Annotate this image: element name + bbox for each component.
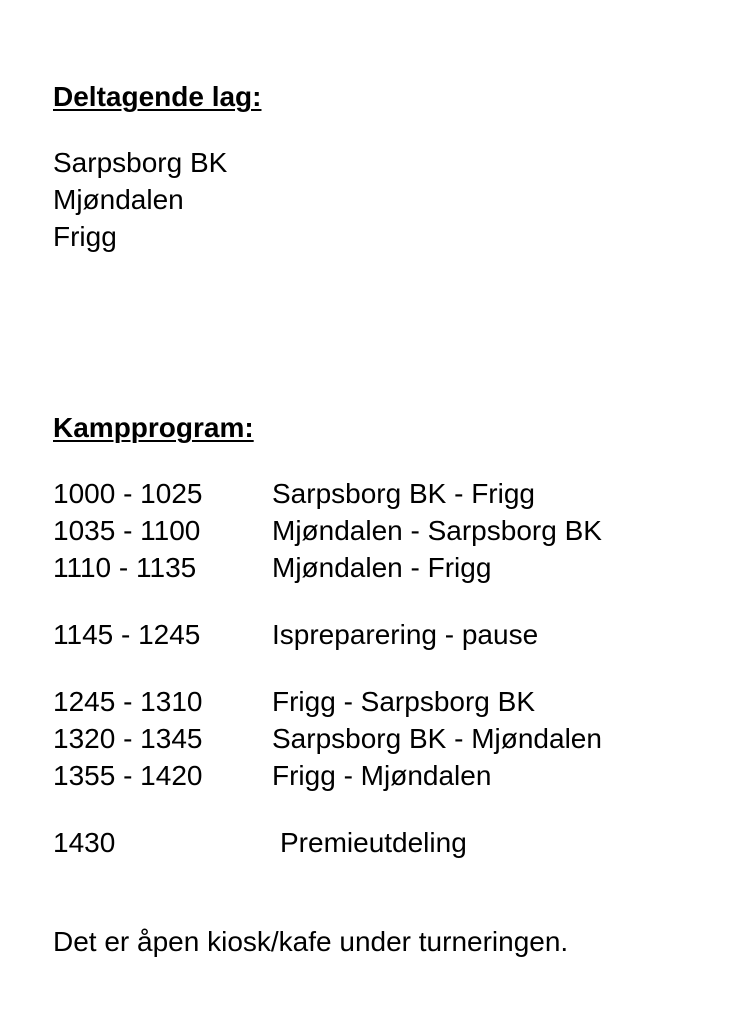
match-time: 1035 - 1100 xyxy=(53,515,201,546)
schedule-row xyxy=(53,720,733,757)
schedule-row xyxy=(53,824,733,861)
schedule-group xyxy=(53,824,733,861)
match-name: Frigg - Sarpsborg BK xyxy=(272,686,535,717)
schedule-row xyxy=(53,549,733,586)
team-item: Mjøndalen xyxy=(53,184,184,215)
match-time: 1000 - 1025 xyxy=(53,478,203,509)
match-name: Premieutdeling xyxy=(280,827,467,858)
match-name: Mjøndalen - Sarpsborg BK xyxy=(272,515,602,546)
team-item: Sarpsborg BK xyxy=(53,147,228,178)
match-name: Sarpsborg BK - Mjøndalen xyxy=(272,723,602,754)
schedule-group xyxy=(53,683,733,794)
match-name: Sarpsborg BK - Frigg xyxy=(272,478,535,509)
schedule-row xyxy=(53,757,733,794)
footer-note: Det er åpen kiosk/kafe under turneringen. xyxy=(53,926,569,957)
schedule-row xyxy=(53,512,733,549)
match-time: 1355 - 1420 xyxy=(53,760,203,791)
match-time: 1430 xyxy=(53,827,116,858)
schedule-group xyxy=(53,616,733,653)
match-time: 1110 - 1135 xyxy=(53,552,197,583)
match-time: 1145 - 1245 xyxy=(53,619,201,650)
match-time: 1245 - 1310 xyxy=(53,686,203,717)
match-time: 1320 - 1345 xyxy=(53,723,203,754)
match-schedule xyxy=(53,475,733,891)
schedule-heading: Kampprogram: xyxy=(53,412,254,443)
match-name: Mjøndalen - Frigg xyxy=(272,552,492,583)
schedule-row xyxy=(53,683,733,720)
teams-heading: Deltagende lag: xyxy=(53,81,262,112)
schedule-row xyxy=(53,616,733,653)
schedule-group xyxy=(53,475,733,586)
match-name: Ispreparering - pause xyxy=(272,619,539,650)
team-item: Frigg xyxy=(53,221,117,252)
schedule-row xyxy=(53,475,733,512)
match-name: Frigg - Mjøndalen xyxy=(272,760,492,791)
teams-list xyxy=(53,144,227,255)
